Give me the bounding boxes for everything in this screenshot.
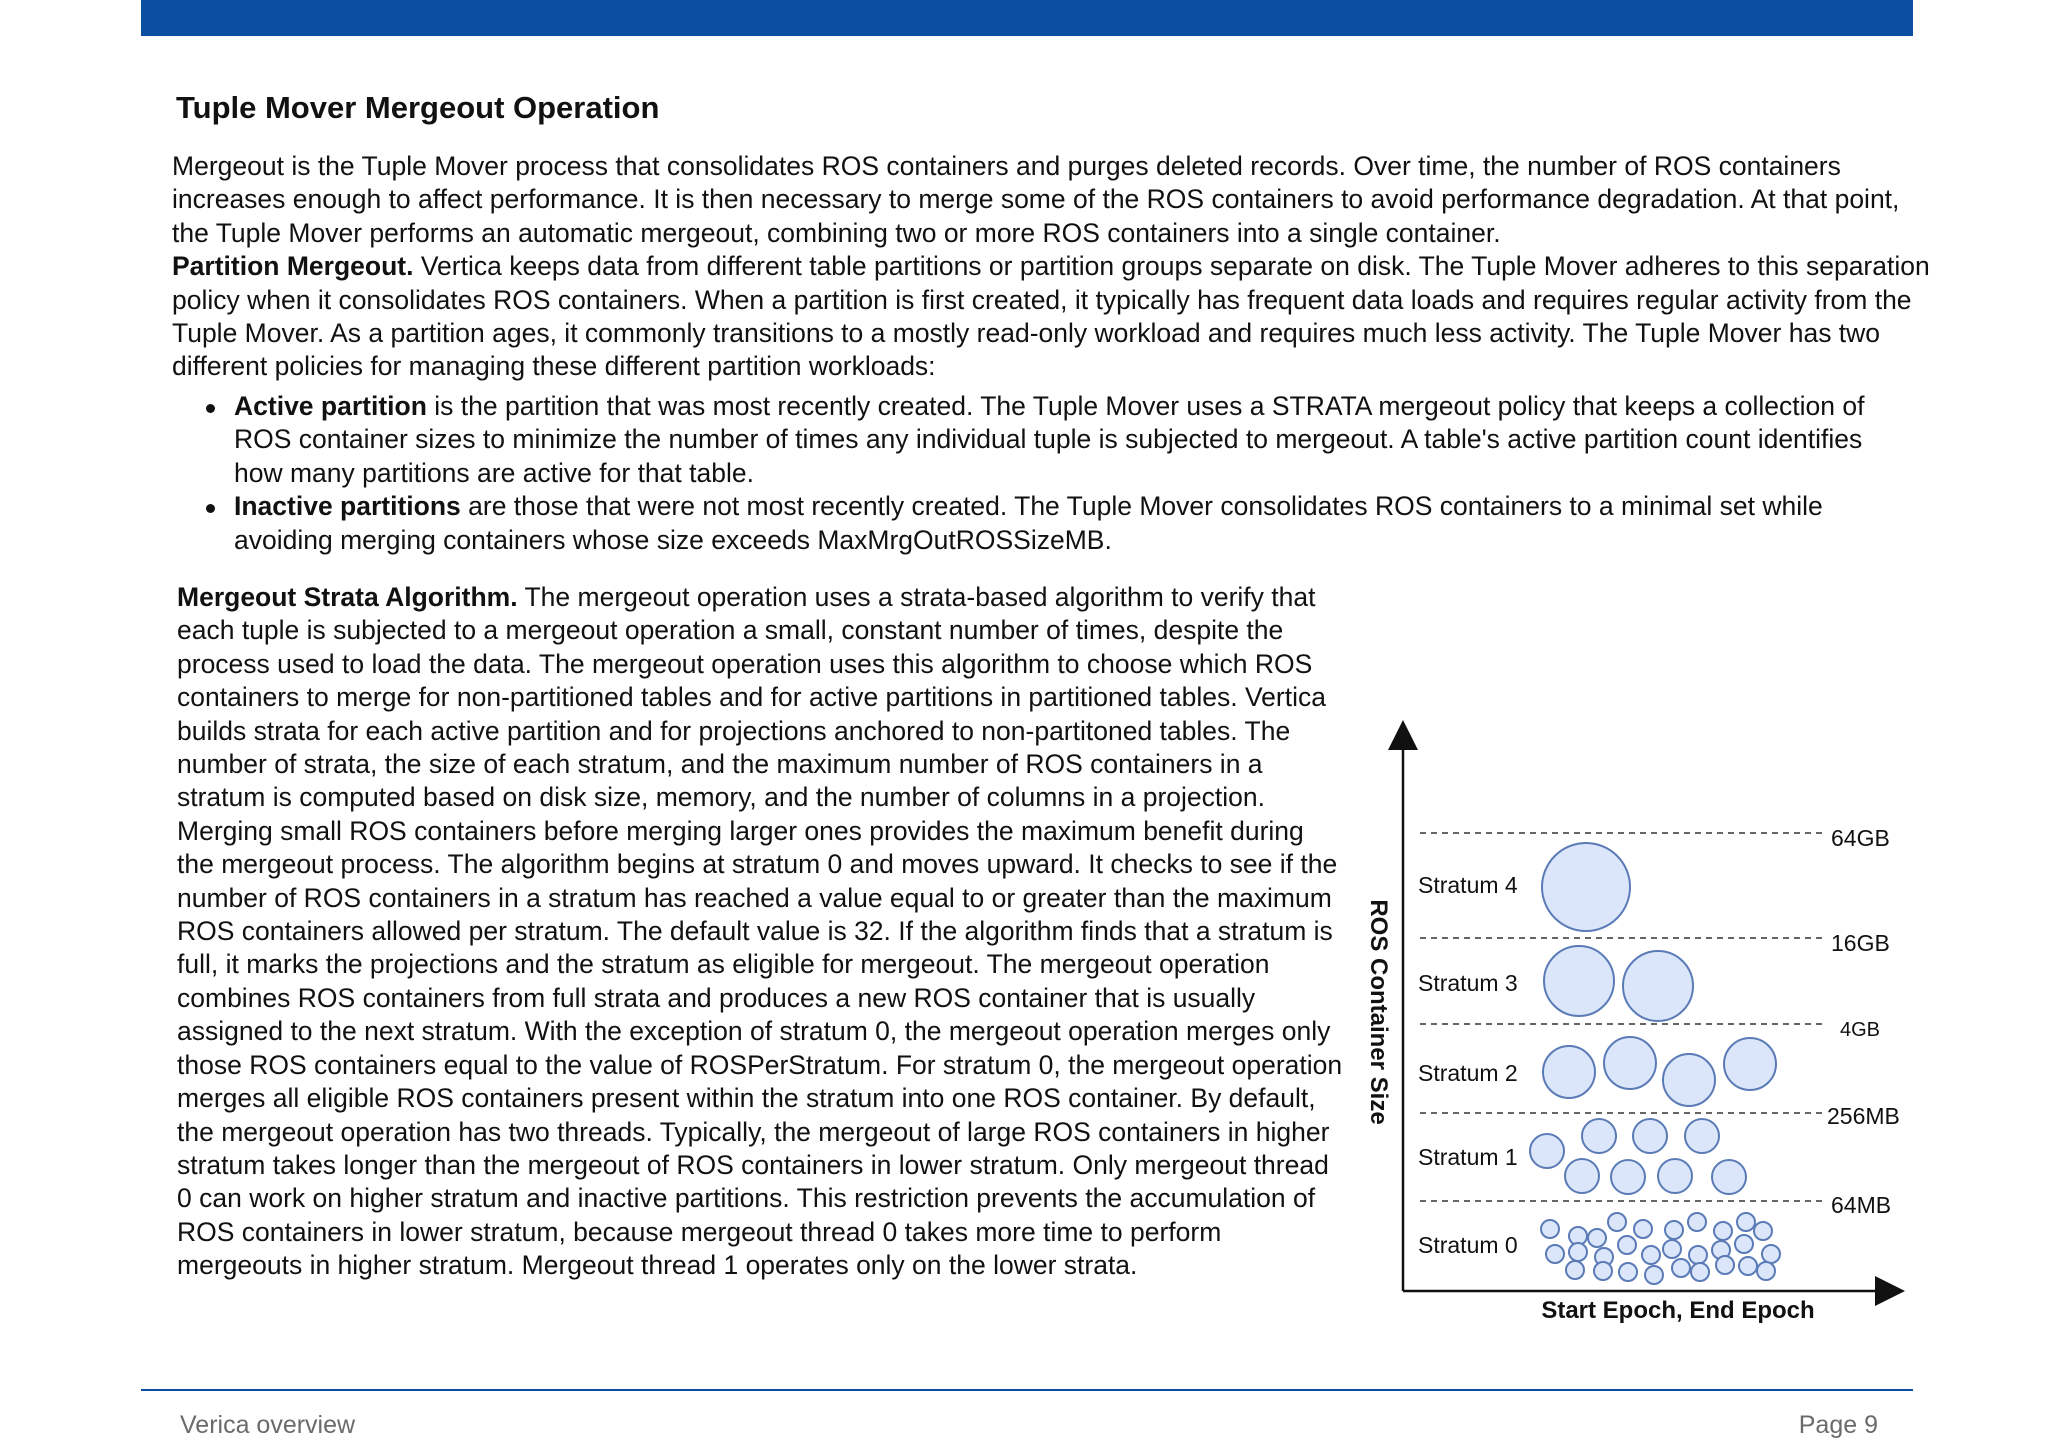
ros-container (1546, 1245, 1564, 1263)
stratum-label: Stratum 4 (1418, 872, 1518, 898)
ros-container (1762, 1245, 1780, 1263)
size-label-4gb: 4GB (1840, 1019, 1881, 1041)
ros-container (1716, 1256, 1734, 1274)
ros-container (1642, 1246, 1660, 1264)
ros-container (1724, 1038, 1776, 1090)
ros-container (1757, 1262, 1775, 1280)
bullet-term: Active partition (234, 391, 427, 421)
ros-container (1712, 1160, 1746, 1194)
x-axis-label: Start Epoch, End Epoch (1541, 1297, 1815, 1324)
size-label-256mb: 256MB (1827, 1103, 1900, 1129)
bullet-text: is the partition that was most recently created. The Tuple Mover uses a STRATA mergeout policy that keeps a collection of ROS container sizes to minimize the number of times any individual tuple is subjected to mergeout. A table's active partition count identifies how many partitions are active for that table. (234, 391, 1865, 488)
size-label-64mb: 64MB (1831, 1192, 1892, 1218)
ros-container (1611, 1160, 1645, 1194)
ros-container (1663, 1054, 1715, 1106)
ros-container (1582, 1119, 1616, 1153)
ros-container (1737, 1213, 1755, 1231)
ros-container (1544, 946, 1614, 1016)
ros-container (1672, 1259, 1690, 1277)
ros-container (1714, 1222, 1732, 1240)
ros-container (1739, 1257, 1757, 1275)
ros-container (1542, 843, 1630, 931)
stratum-label: Stratum 1 (1418, 1144, 1518, 1170)
ros-container (1645, 1266, 1663, 1284)
ros-container (1619, 1263, 1637, 1281)
ros-container (1566, 1261, 1584, 1279)
ros-container (1530, 1134, 1564, 1168)
stratum-label: Stratum 3 (1418, 970, 1518, 996)
page-title: Tuple Mover Mergeout Operation (176, 90, 660, 125)
partition-text: Vertica keeps data from different table partitions or partition groups separate on disk. The Tuple Mover adheres to this separation policy when it consolidates ROS containers. When a partition is first created, it typically has frequent data loads and requires regular activity from the Tuple Mover. As a partition ages, it commonly transitions to a mostly read-only workload and requires much less activity. The Tuple Mover has two different policies for managing these different partition workloads: (172, 251, 1930, 382)
ros-container (1604, 1037, 1656, 1089)
ros-containers (1530, 843, 1780, 1284)
ros-container (1688, 1213, 1706, 1231)
ros-container (1754, 1222, 1772, 1240)
stratum-label: Stratum 2 (1418, 1060, 1518, 1086)
size-label-16gb: 16GB (1831, 930, 1890, 956)
ros-container (1608, 1213, 1626, 1231)
footer-page-number: Page 9 (1798, 1411, 1878, 1439)
ros-container (1565, 1159, 1599, 1193)
ros-container (1691, 1263, 1709, 1281)
footer-rule (141, 1389, 1913, 1391)
strata-heading: Mergeout Strata Algorithm. (177, 582, 518, 612)
ros-container (1543, 1046, 1595, 1098)
ros-container (1689, 1246, 1707, 1264)
y-axis-label: ROS Container Size (1365, 899, 1392, 1125)
ros-container (1685, 1119, 1719, 1153)
stratum-label: Stratum 0 (1418, 1232, 1518, 1258)
ros-container (1665, 1221, 1683, 1239)
size-label-64gb: 64GB (1831, 825, 1890, 851)
ros-container (1663, 1240, 1681, 1258)
ros-container (1735, 1235, 1753, 1253)
ros-container (1623, 951, 1693, 1021)
footer-document-name: Verica overview (180, 1411, 356, 1439)
ros-container (1588, 1229, 1606, 1247)
bullet-text: are those that were not most recently created. The Tuple Mover consolidates ROS containers to a minimal set while avoiding merging containers whose size exceeds MaxMrgOutROSSizeMB. (234, 491, 1823, 555)
ros-container (1634, 1220, 1652, 1238)
ros-container (1594, 1262, 1612, 1280)
ros-container (1658, 1159, 1692, 1193)
ros-container (1569, 1243, 1587, 1261)
intro-text: Mergeout is the Tuple Mover process that consolidates ROS containers and purges deleted records. Over time, the number of ROS containers increases enough to affect performance. It is then necessary to merge some of the ROS containers to avoid performance degradation. At that point, the Tuple Mover performs an automatic mergeout, combining two or more ROS containers into a single container. (172, 151, 1900, 248)
strata-text: The mergeout operation uses a strata-based algorithm to verify that each tuple is subjected to a mergeout operation a small, constant number of times, despite the process used to load the data. The mergeout operation uses this algorithm to choose which ROS containers to merge for non-partitioned tables and for active partitions in partitioned tables. Vertica builds strata for each active partition and for projections anchored to non-partitoned tables. The number of strata, the size of each stratum, and the maximum number of ROS containers in a stratum is computed based on disk size, memory, and the number of columns in a projection. Merging small ROS containers before merging larger ones provides the maximum benefit during the mergeout process. The algorithm begins at stratum 0 and moves upward. It checks to see if the number of ROS containers in a stratum has reached a value equal to or greater than the maximum ROS containers allowed per stratum. The default value is 32. If the algorithm finds that a stratum is full, it marks the projections and the stratum as eligible for mergeout. The mergeout operation combines ROS containers from full strata and produces a new ROS container that is usually assigned to the next stratum. With the exception of stratum 0, the mergeout operation merges only those ROS containers equal to the value of ROSPerStratum. For stratum 0, the mergeout operation merges all eligible ROS containers present within the stratum into one ROS container. By default, the mergeout operation has two threads. Typically, the mergeout of large ROS containers in higher stratum takes longer than the mergeout of ROS containers in lower stratum. Only mergeout thread 0 can work on higher stratum and inactive partitions. This restriction prevents the accumulation of ROS containers in lower stratum, because mergeout thread 0 takes more time to perform mergeouts in higher stratum. Mergeout thread 1 operates only on the lower strata. (177, 582, 1343, 1281)
bullet-term: Inactive partitions (234, 491, 461, 522)
ros-container (1618, 1236, 1636, 1254)
partition-heading: Partition Mergeout. (172, 251, 414, 282)
ros-container (1541, 1220, 1559, 1238)
ros-container (1633, 1119, 1667, 1153)
